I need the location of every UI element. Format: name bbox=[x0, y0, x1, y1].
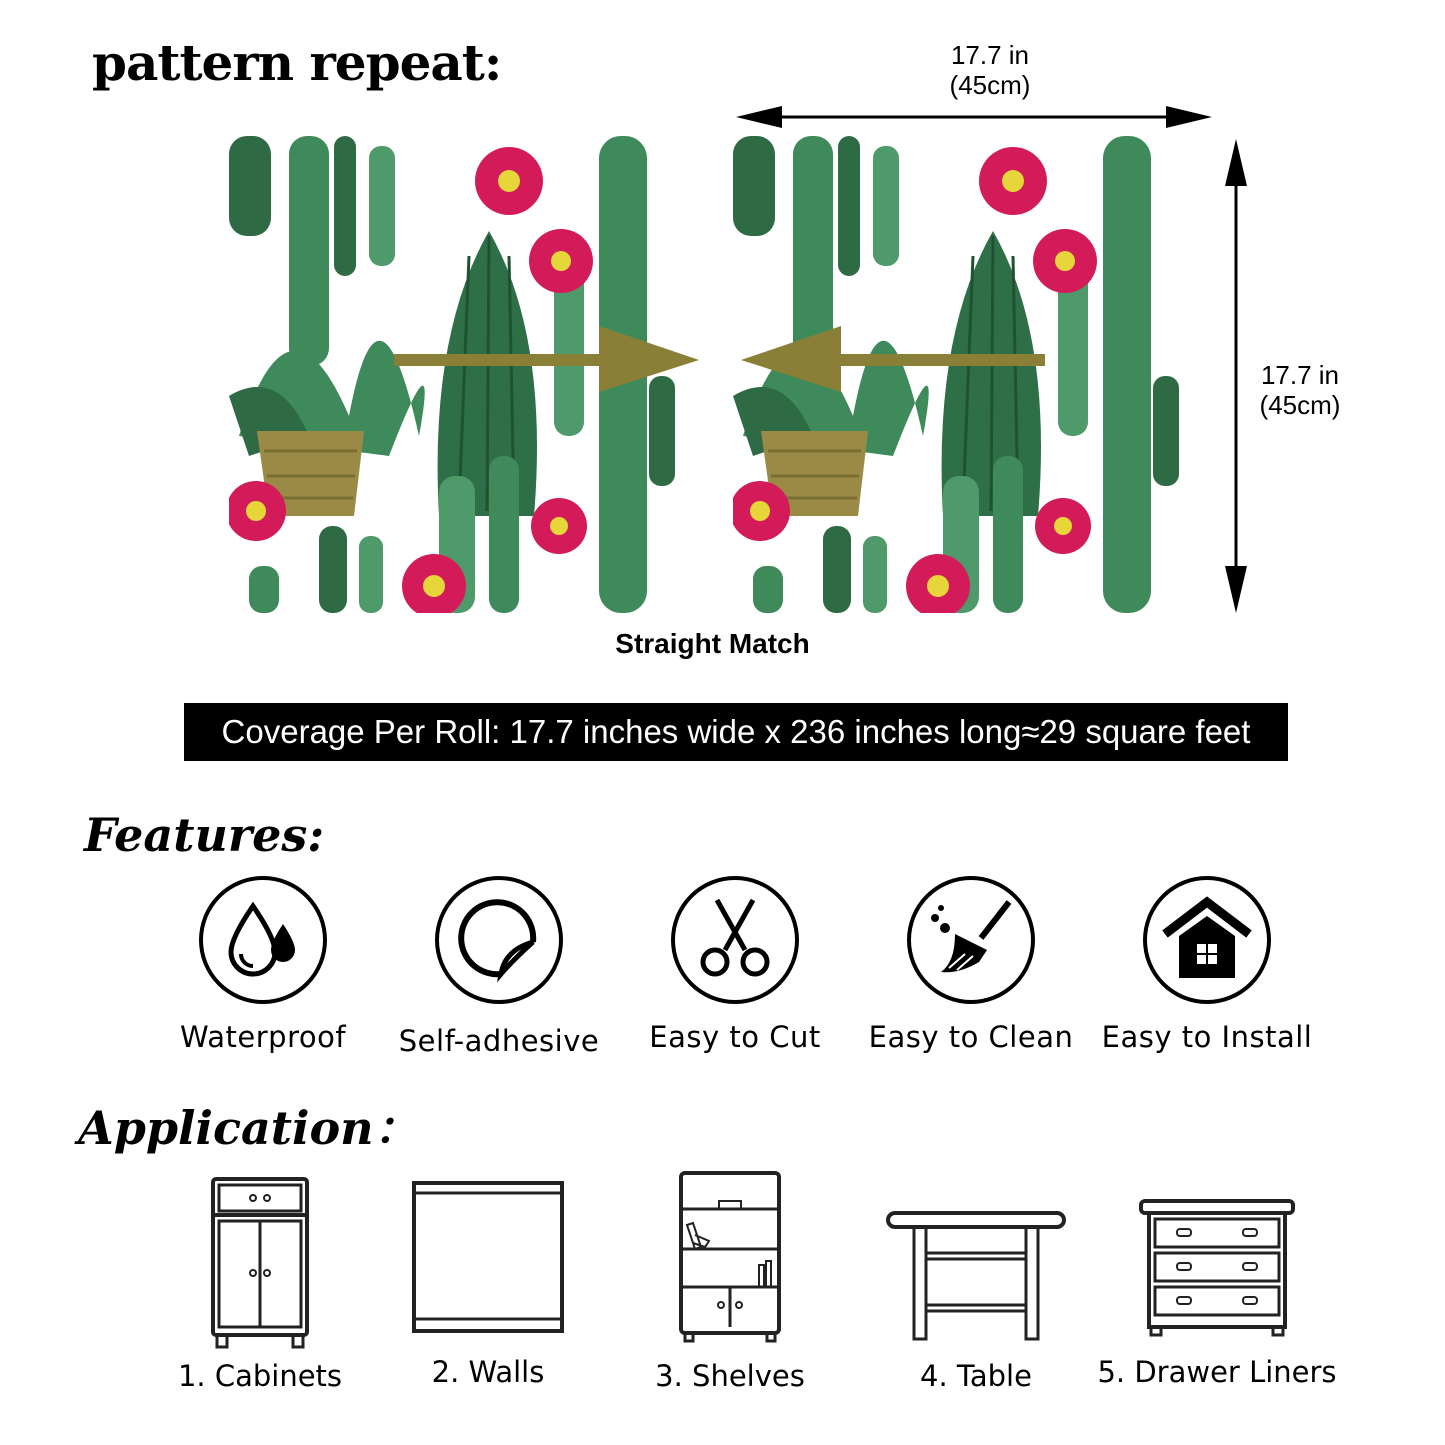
feature-easy-to-cut bbox=[615, 876, 855, 1054]
cactus-pattern-image bbox=[229, 136, 706, 613]
features-title: Features: bbox=[84, 808, 325, 862]
feature-label: Easy to Install bbox=[1101, 1020, 1313, 1054]
feature-label: Self-adhesive bbox=[398, 1024, 600, 1058]
cabinet-icon bbox=[205, 1175, 315, 1351]
feature-icon-circle bbox=[1143, 876, 1271, 1004]
scissors-icon bbox=[689, 894, 781, 986]
pattern-repeat-title-text: pattern repeat bbox=[92, 33, 484, 92]
application-label: 2. Walls bbox=[431, 1355, 545, 1389]
pattern-tile-right bbox=[733, 136, 1210, 613]
pattern-tile-left bbox=[229, 136, 706, 613]
house-icon bbox=[1161, 894, 1253, 986]
application-label: 3. Shelves bbox=[655, 1359, 805, 1393]
water-drops-icon bbox=[217, 894, 309, 986]
pattern-repeat-title-colon: : bbox=[483, 33, 502, 92]
height-inches: 17.7 in bbox=[1260, 360, 1340, 390]
drawer-icon bbox=[1137, 1197, 1297, 1337]
application-title bbox=[78, 1101, 420, 1155]
application-drawer-liners bbox=[1087, 1165, 1347, 1389]
dimension-arrows bbox=[0, 0, 1445, 640]
application-label: 1. Cabinets bbox=[177, 1359, 343, 1393]
feature-icon-circle bbox=[907, 876, 1035, 1004]
application-shelves bbox=[600, 1165, 860, 1393]
feature-label: Easy to Clean bbox=[868, 1020, 1074, 1054]
table-icon bbox=[884, 1207, 1068, 1347]
feature-waterproof bbox=[143, 876, 383, 1054]
cactus-pattern-image bbox=[733, 136, 1210, 613]
width-cm: (45cm) bbox=[949, 70, 1031, 100]
feature-label: Waterproof bbox=[179, 1020, 347, 1054]
application-walls bbox=[358, 1165, 618, 1389]
feature-self-adhesive bbox=[379, 876, 619, 1058]
application-title-text: Application bbox=[78, 1101, 374, 1155]
match-type-label: Straight Match bbox=[615, 628, 810, 659]
wall-icon bbox=[408, 1177, 568, 1337]
application-label: 4. Table bbox=[920, 1359, 1032, 1393]
application-label: 5. Drawer Liners bbox=[1097, 1355, 1337, 1389]
feature-easy-to-install bbox=[1087, 876, 1327, 1054]
feature-icon-circle bbox=[435, 876, 563, 1004]
feature-easy-to-clean bbox=[851, 876, 1091, 1054]
application-table bbox=[846, 1165, 1106, 1393]
broom-icon bbox=[925, 894, 1017, 986]
shelves-icon bbox=[675, 1169, 785, 1345]
application-cabinets bbox=[130, 1165, 390, 1393]
height-cm: (45cm) bbox=[1259, 390, 1341, 420]
feature-label: Easy to Cut bbox=[649, 1020, 821, 1054]
coverage-banner bbox=[184, 703, 1288, 761]
width-inches: 17.7 in bbox=[950, 40, 1030, 70]
application-title-colon: ： bbox=[373, 1101, 420, 1155]
width-arrow bbox=[736, 106, 1212, 128]
coverage-text: Coverage Per Roll: 17.7 inches wide x 236 inches long≈29 square feet bbox=[221, 713, 1251, 750]
feature-icon-circle bbox=[671, 876, 799, 1004]
peel-sticker-icon bbox=[453, 894, 545, 986]
feature-icon-circle bbox=[199, 876, 327, 1004]
height-dimension-label bbox=[1240, 360, 1360, 420]
